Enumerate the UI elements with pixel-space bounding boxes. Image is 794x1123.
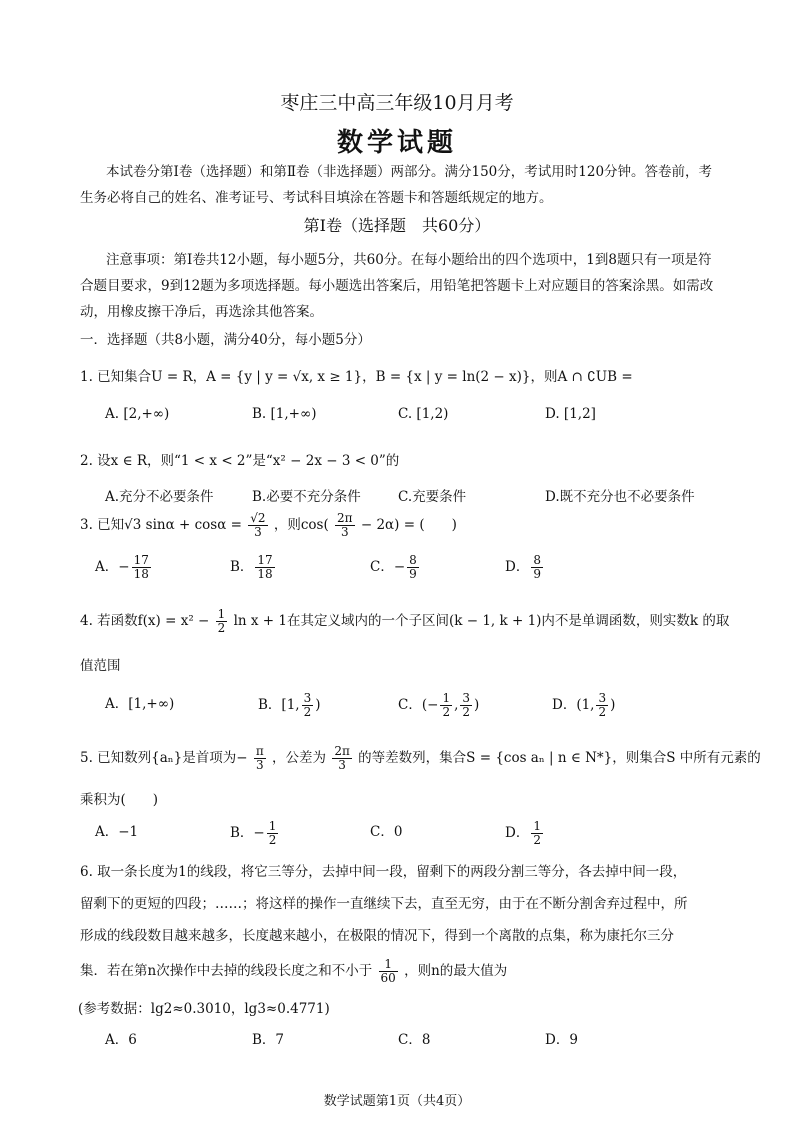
q3-option-d bbox=[505, 554, 545, 581]
q5-stem-a: 5. 已知数列{aₙ}是首项为− bbox=[80, 750, 248, 766]
q1-option-b: B. [1,+∞) bbox=[252, 406, 317, 422]
q3-option-d-label: D． bbox=[505, 559, 530, 575]
q3-option-a bbox=[95, 554, 153, 581]
q4-stem-a: 4. 若函数f(x) = x² − bbox=[80, 613, 210, 629]
q3-frac2-num: 2π bbox=[337, 511, 353, 525]
question-5-stem bbox=[80, 745, 761, 772]
q5-option-a-value: −1 bbox=[118, 824, 139, 840]
q4-option-c-frac1 bbox=[440, 692, 452, 719]
q4-stem-b: ln x + 1在其定义域内的一个子区间(k − 1, k + 1)内不是单调函数，则实数k 的取 bbox=[233, 613, 730, 629]
q4-frac-den: 2 bbox=[217, 621, 226, 635]
q3-option-c-frac bbox=[407, 554, 419, 581]
q4-option-b-pre: [1, bbox=[281, 697, 300, 713]
question-2-stem: 2. 设x ∈ R，则“1 < x < 2”是“x² − 2x − 3 < 0”的 bbox=[80, 453, 400, 469]
exam-title: 数学试题 bbox=[336, 128, 457, 158]
q4-option-b-num: 3 bbox=[303, 691, 312, 705]
q4-option-a-value: [1,+∞) bbox=[128, 696, 175, 712]
q6-option-d: D．9 bbox=[545, 1032, 578, 1048]
q5-option-b bbox=[230, 820, 280, 847]
q5-option-a-label: A． bbox=[95, 824, 119, 840]
q4-option-d-label: D． bbox=[552, 697, 577, 713]
q3-stem-a: 3. 已知√3 sinα + cosα = bbox=[80, 517, 242, 533]
q5-option-d-num: 1 bbox=[533, 819, 541, 833]
q4-option-c-den1: 2 bbox=[442, 705, 451, 719]
q5-option-b-label: B． bbox=[230, 825, 254, 841]
question-4-stem bbox=[80, 608, 729, 635]
q5-frac1-den: 3 bbox=[255, 758, 264, 772]
question-3-stem bbox=[80, 512, 457, 539]
q3-option-c-label: C． bbox=[370, 559, 394, 575]
q5-stem-b: ，公差为 bbox=[272, 750, 327, 766]
question-1-stem: 1. 已知集合U = R，A = {y | y = √x, x ≥ 1}，B = {x | y = ln(2 − x)}，则A ∩ ∁UB = bbox=[80, 369, 633, 385]
q3-option-d-num: 8 bbox=[533, 553, 541, 567]
q4-fraction bbox=[216, 608, 228, 635]
q4-option-c-post: ) bbox=[474, 697, 480, 713]
part-title: 一．选择题（共8小题，满分40分，每小题5分） bbox=[80, 332, 371, 348]
q5-fraction-2 bbox=[332, 745, 352, 772]
q4-option-c-label: C． bbox=[398, 697, 422, 713]
q1-option-c: C. [1,2) bbox=[398, 406, 449, 422]
q4-option-d bbox=[552, 692, 615, 719]
q4-option-d-den: 2 bbox=[598, 705, 607, 719]
q3-option-a-den: 18 bbox=[133, 567, 149, 581]
q6-option-c: C．8 bbox=[398, 1032, 431, 1048]
q4-option-a bbox=[105, 692, 174, 712]
q2-option-b: B.必要不充分条件 bbox=[252, 489, 361, 505]
q4-option-c-num1: 1 bbox=[442, 691, 451, 705]
q6-frac-den: 60 bbox=[380, 971, 396, 985]
q3-option-a-num: 17 bbox=[133, 553, 149, 567]
q4-option-b-label: B． bbox=[258, 697, 282, 713]
q5-stem-d: 乘积为( ) bbox=[80, 792, 159, 808]
q1-option-a: A. [2,+∞) bbox=[105, 406, 170, 422]
q3-option-b-label: B． bbox=[230, 559, 254, 575]
q6-line-4-b: ，则n的最大值为 bbox=[404, 963, 508, 979]
q6-line-3: 形成的线段数目越来越多，长度越来越小，在极限的情况下，得到一个离散的点集，称为康托尔三分 bbox=[80, 928, 674, 944]
q3-option-c bbox=[370, 554, 421, 581]
q5-frac2-den: 3 bbox=[338, 758, 346, 772]
q4-option-a-label: A． bbox=[105, 696, 129, 712]
q5-stem-c: 的等差数列，集合S = {cos aₙ | n ∈ N*}，则集合S 中所有元素的 bbox=[358, 750, 761, 766]
q4-stem-c: 值范围 bbox=[80, 658, 121, 674]
q2-option-a: A.充分不必要条件 bbox=[105, 489, 214, 505]
q3-option-c-sign: − bbox=[393, 559, 406, 575]
q3-option-b-den: 18 bbox=[257, 567, 273, 581]
q3-frac1-den: 3 bbox=[254, 525, 262, 539]
q6-frac-num: 1 bbox=[379, 958, 398, 972]
q4-option-c-den2: 2 bbox=[462, 705, 471, 719]
page-footer: 数学试题第1页（共4页） bbox=[323, 1094, 471, 1109]
q6-option-b: B．7 bbox=[252, 1032, 285, 1048]
q4-option-d-post: ) bbox=[610, 697, 616, 713]
q2-option-d: D.既不充分也不必要条件 bbox=[545, 489, 695, 505]
q3-stem-c: − 2α) = ( ) bbox=[360, 517, 457, 533]
q4-frac-num: 1 bbox=[217, 607, 226, 621]
q3-option-a-label: A． bbox=[95, 559, 119, 575]
q6-reference-data: (参考数据：lg2≈0.3010，lg3≈0.4771) bbox=[78, 1001, 330, 1017]
q1-option-d: D. [1,2] bbox=[545, 406, 596, 422]
q3-option-c-num: 8 bbox=[409, 553, 417, 567]
q3-option-c-den: 9 bbox=[409, 567, 417, 581]
q4-option-d-num: 3 bbox=[598, 691, 607, 705]
q5-option-a bbox=[95, 820, 138, 840]
q6-line-4-a: 集．若在第n次操作中去掉的线段长度之和不小于 bbox=[80, 963, 373, 979]
q5-option-b-num: 1 bbox=[268, 819, 277, 833]
q3-option-d-frac bbox=[531, 554, 543, 581]
q3-option-b-frac bbox=[255, 554, 274, 581]
q4-option-b-frac bbox=[302, 692, 314, 719]
q3-option-a-sign: − bbox=[118, 559, 130, 575]
q6-option-a: A．6 bbox=[105, 1032, 137, 1048]
q3-option-d-den: 9 bbox=[533, 567, 541, 581]
q6-line-1: 6. 取一条长度为1的线段，将它三等分，去掉中间一段，留剩下的两段分割三等分，各去掉中间一段， bbox=[80, 864, 687, 880]
q3-option-b-num: 17 bbox=[257, 553, 273, 567]
q4-option-c-num2: 3 bbox=[462, 691, 471, 705]
q4-option-c-frac2 bbox=[460, 692, 472, 719]
q5-fraction-1 bbox=[254, 745, 266, 772]
q5-option-d-label: D． bbox=[505, 825, 530, 841]
q3-stem-b: ，则cos( bbox=[273, 517, 329, 533]
q6-fraction bbox=[379, 958, 398, 985]
intro-paragraph: 本试卷分第Ⅰ卷（选择题）和第Ⅱ卷（非选择题）两部分。满分150分，考试用时120分钟。答卷前，考生务必将自己的姓名、准考证号、考试科目填涂在答题卡和答题纸规定的地方。 bbox=[80, 164, 713, 206]
q3-frac2-den: 3 bbox=[340, 525, 349, 539]
q4-option-b-den: 2 bbox=[303, 705, 312, 719]
school-title: 枣庄三中高三年级10月月考 bbox=[280, 92, 514, 114]
q5-option-b-sign: − bbox=[253, 825, 265, 841]
section1-title: 第Ⅰ卷（选择题 共60分） bbox=[303, 216, 491, 235]
q4-option-d-frac bbox=[596, 692, 608, 719]
q5-frac1-num: π bbox=[255, 744, 264, 758]
q5-option-d-den: 2 bbox=[533, 833, 541, 847]
q5-option-d bbox=[505, 820, 545, 847]
q2-option-c: C.充要条件 bbox=[398, 489, 467, 505]
q5-option-b-den: 2 bbox=[268, 833, 277, 847]
q3-fraction-2 bbox=[335, 512, 355, 539]
q3-frac1-num: √2 bbox=[250, 511, 266, 525]
q5-frac2-num: 2π bbox=[334, 744, 350, 758]
q3-fraction-1 bbox=[248, 512, 267, 539]
q4-option-c: C．(− $\frac{1}{2}$ , $\frac{3}{2}$ ) bbox=[398, 691, 480, 719]
q5-option-c bbox=[370, 820, 402, 840]
q5-option-c-label: C． bbox=[370, 824, 394, 840]
q5-option-c-value: 0 bbox=[393, 824, 403, 840]
q5-option-b-frac bbox=[267, 820, 279, 847]
q3-option-a-frac bbox=[132, 554, 151, 581]
notice-paragraph: 注意事项：第Ⅰ卷共12小题，每小题5分，共60分。在每小题给出的四个选项中，1到8题只有一项是符合题目要求，9到12题为多项选择题。每小题选出答案后，用铅笔把答题卡上对应题目的答案涂黑。如需改动，用橡皮擦干净后，再选涂其他答案。 bbox=[80, 252, 714, 320]
q4-option-d-pre: (1, bbox=[576, 697, 595, 713]
q4-option-c-pre: (− bbox=[421, 697, 439, 713]
q4-option-b-post: ) bbox=[315, 697, 321, 713]
q4-option-b bbox=[258, 692, 321, 719]
q6-line-4 bbox=[80, 958, 507, 985]
q5-option-d-frac bbox=[531, 820, 543, 847]
q3-option-b bbox=[230, 554, 277, 581]
q6-line-2: 留剩下的更短的四段；……；将这样的操作一直继续下去，直至无穷，由于在不断分割舍弃过程中，所 bbox=[80, 896, 688, 912]
